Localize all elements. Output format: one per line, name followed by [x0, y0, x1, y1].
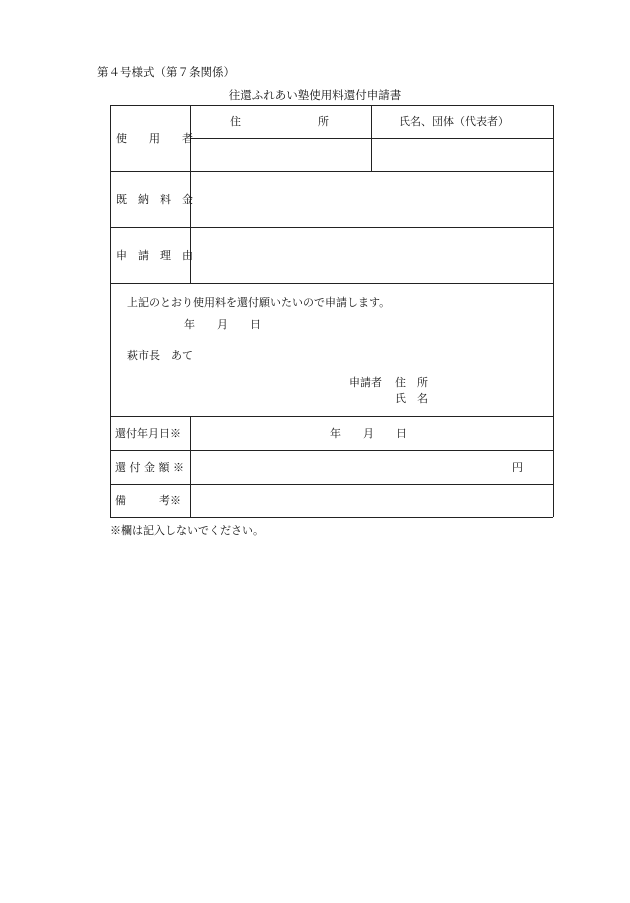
addressee: 萩市長 あて: [127, 349, 193, 362]
document-title: 往還ふれあい塾使用料還付申請書: [228, 88, 402, 102]
table-border-right: [553, 105, 554, 517]
address-field[interactable]: [191, 139, 370, 170]
remarks-field[interactable]: [191, 485, 552, 516]
application-statement: 上記のとおり使用料を還付願いたいので申請します。: [127, 296, 391, 309]
refund-date-label: 還付年月日※: [115, 427, 181, 440]
row-divider-5: [110, 450, 553, 451]
refund-amount-label: 還 付 金 額 ※: [115, 461, 184, 474]
refund-date-value: 年 月 日: [330, 427, 407, 440]
name-field[interactable]: [372, 139, 552, 170]
note: ※欄は記入しないでください。: [110, 524, 264, 537]
remarks-label: 備 考※: [115, 494, 181, 507]
address-header: 住 所: [230, 115, 329, 128]
application-date: 年 月 日: [184, 318, 261, 331]
table-border-left: [110, 105, 111, 517]
row-divider-4: [110, 416, 553, 417]
applicant-address-label: 住 所: [395, 376, 428, 389]
paid-fee-field[interactable]: [191, 172, 552, 226]
reason-field[interactable]: [191, 228, 552, 282]
table-border-bottom: [110, 517, 553, 518]
form-number: 第４号様式（第７条関係）: [97, 65, 235, 79]
applicant-label: 申請者: [349, 376, 382, 389]
paid-fee-label: 既 納 料 金: [116, 193, 193, 206]
user-label: 使 用 者: [116, 132, 193, 145]
row-divider-3: [110, 283, 553, 284]
yen-unit: 円: [512, 461, 523, 474]
reason-label: 申 請 理 由: [116, 249, 193, 262]
name-header: 氏名、団体（代表者）: [399, 115, 509, 128]
table-border-top: [110, 105, 553, 106]
applicant-name-label: 氏 名: [395, 392, 428, 405]
